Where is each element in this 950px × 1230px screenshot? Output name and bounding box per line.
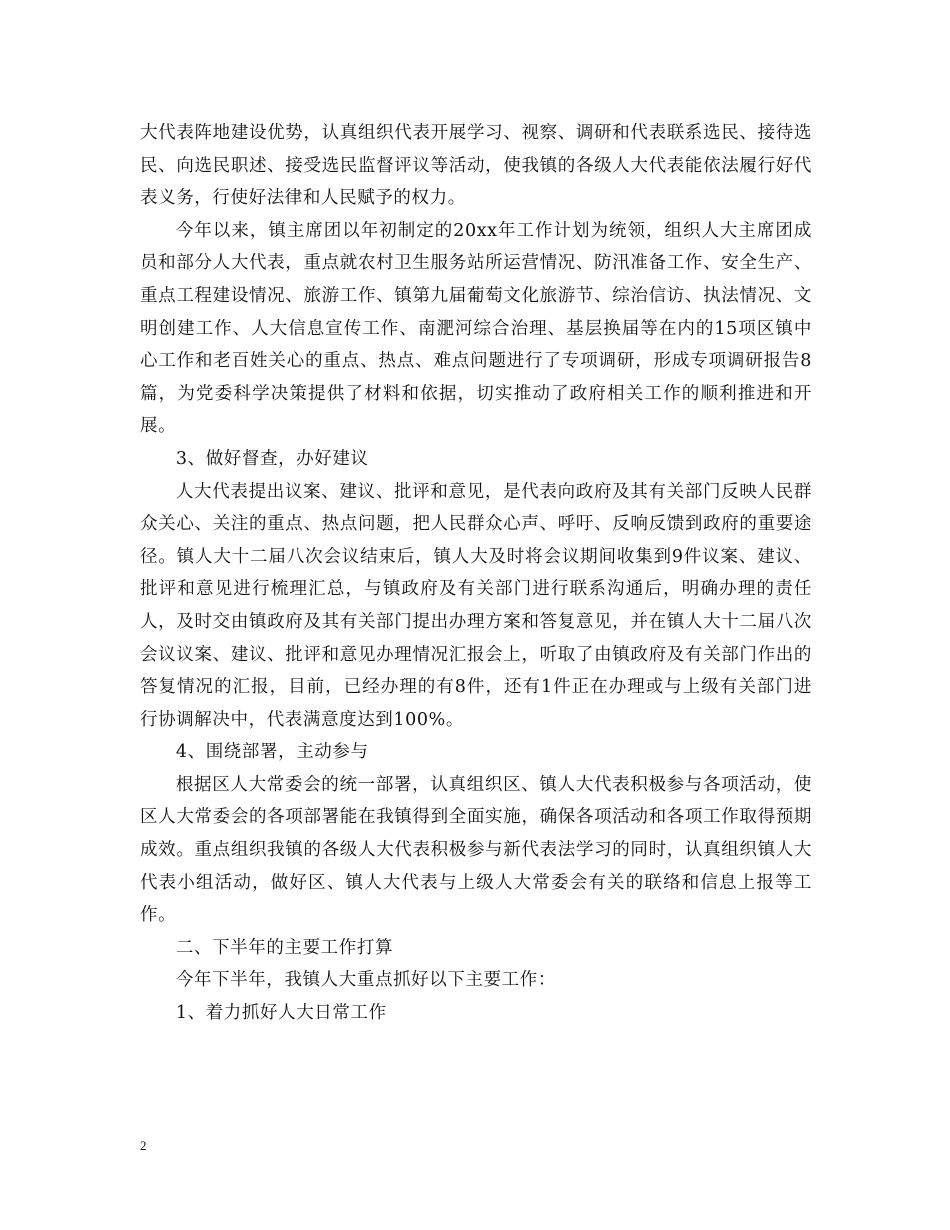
section-heading: 1、着力抓好人大日常工作 bbox=[175, 1003, 387, 1024]
body-paragraph: 今年以来，镇主席团以年初制定的20xx年工作计划为统领，组织人大主席团成员和部分人大代表，重点就农村卫生服务站所运营情况、防汛准备工作、安全生产、重点工程建设情况、旅游工作、镇第九届葡萄文化旅游节、综治信访、执法情况、文明创建工作、人大信息宣传工作、南淝河综合治理、基层换届等在内的15项区镇中心工作和老百姓关心的重点、热点、难点问题进行了专项调研，形成专项调研报告8篇，为党委科学决策提供了材料和依据，切实推动了政府相关工作的顺利推进和开展。 bbox=[140, 220, 812, 437]
body-paragraph: 人大代表提出议案、建议、批评和意见，是代表向政府及其有关部门反映人民群众关心、关注的重点、热点问题，把人民群众心声、呼吁、反响反馈到政府的重要途径。镇人大十二届八次会议结束后，镇人大及时将会议期间收集到9件议案、建议、批评和意见进行梳理汇总，与镇政府及有关部门进行联系沟通后，明确办理的责任人，及时交由镇政府及其有关部门提出办理方案和答复意见，并在镇人大十二届八次会议议案、建议、批评和意见办理情况汇报会上，听取了由镇政府及有关部门作出的答复情况的汇报，目前，已经办理的有8件，还有1件正在办理或与上级有关部门进行协调解决中，代表满意度达到100%。 bbox=[140, 481, 812, 730]
body-paragraph: 大代表阵地建设优势，认真组织代表开展学习、视察、调研和代表联系选民、接待选民、向选民职述、接受选民监督评议等活动，使我镇的各级人大代表能依法履行好代表义务，行使好法律和人民赋予的权力。 bbox=[140, 123, 812, 209]
section-heading: 二、下半年的主要工作打算 bbox=[175, 937, 394, 958]
document-body bbox=[140, 117, 812, 1030]
page-number: 2 bbox=[140, 1138, 147, 1153]
body-paragraph: 根据区人大常委会的统一部署，认真组织区、镇人大代表积极参与各项活动，使区人大常委会的各项部署能在我镇得到全面实施，确保各项活动和各项工作取得预期成效。重点组织我镇的各级人大代表积极参与新代表法学习的同时，认真组织镇人大代表小组活动，做好区、镇人大代表与上级人大常委会有关的联络和信息上报等工作。 bbox=[140, 774, 812, 926]
section-heading: 3、做好督查，办好建议 bbox=[175, 448, 369, 469]
section-heading: 4、围绕部署，主动参与 bbox=[175, 742, 369, 763]
body-paragraph: 今年下半年，我镇人大重点抓好以下主要工作： bbox=[175, 970, 556, 991]
